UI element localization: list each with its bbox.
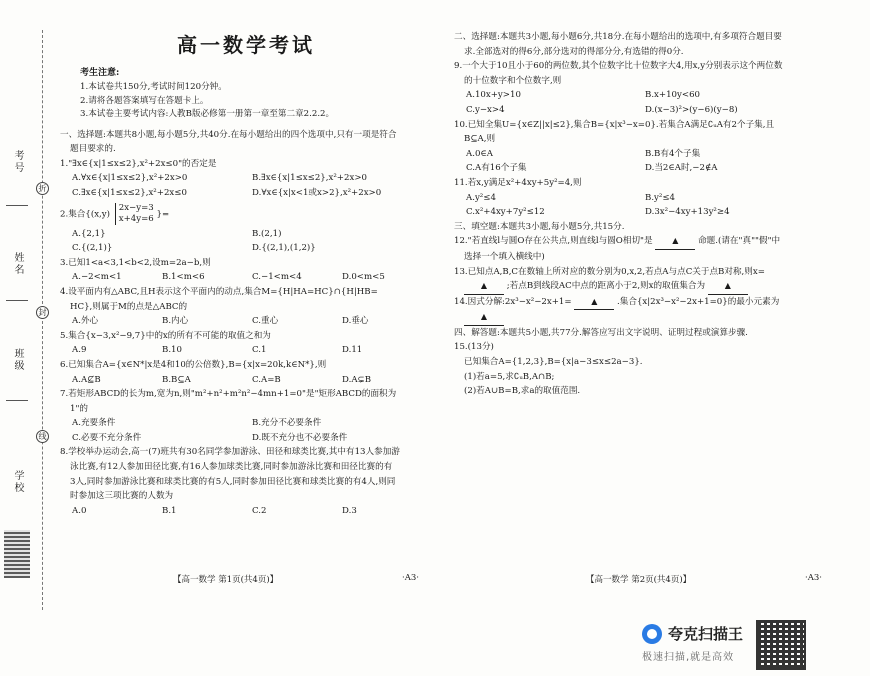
- scanner-watermark: [640, 620, 820, 670]
- notice-item: 1.本试卷共150分,考试时间120分钟。: [80, 82, 227, 93]
- option-d: D.当2∈A时,−2∉A: [645, 163, 718, 174]
- margin-underline: [6, 205, 28, 206]
- question-12-cont: 选择一个填入横线中): [464, 251, 545, 262]
- option-b: B.B有4个子集: [645, 148, 701, 159]
- question-11: 11.若x,y满足x²+4xy+5y²=4,则: [454, 177, 582, 188]
- question-15-line: (2)若A∪B=B,求a的取值范围.: [464, 386, 581, 397]
- equation-system: [115, 203, 154, 225]
- option-b: B.B⊆A: [162, 374, 191, 385]
- fold-mark: 折: [36, 182, 49, 195]
- question-7: 7.若矩形ABCD的长为m,宽为n,则"m²+n²+m²n²−4mn+1=0"是"矩形ABCD的面积为: [60, 389, 397, 400]
- qr-code-icon: [756, 620, 806, 670]
- exam-title: 高一数学考试: [177, 33, 315, 57]
- question-12-stem-end: 命题.(请在"真""假"中: [698, 236, 781, 247]
- option-b: B.y²≤4: [645, 192, 676, 203]
- question-14-cont: [454, 310, 824, 326]
- barcode-stamp: [4, 530, 30, 578]
- question-8-options: [60, 504, 432, 519]
- question-10: 10.已知全集U={x∈Z||x|≤2},集合B={x|x³−x=0}.若集合A满足∁ᵤA有2个子集,且: [454, 119, 775, 130]
- option-d: D.0<m<5: [342, 272, 385, 283]
- question-14: [454, 295, 824, 311]
- question-5: 5.集合{x−3,x²−9,7}中的x的所有不可能的取值之和为: [60, 330, 271, 341]
- page-2: [454, 30, 824, 399]
- option-c: C.{(2,1)}: [72, 243, 113, 254]
- question-8-cont: 时参加这三项比赛的人数为: [70, 491, 174, 502]
- binding-margin: [0, 0, 52, 676]
- section-3-heading: 三、填空题:本题共3小题,每小题5分,共15分.: [454, 221, 625, 232]
- option-c: C.A=B: [252, 374, 281, 385]
- notice-heading: 考生注意:: [80, 67, 120, 78]
- question-3-options: [60, 270, 432, 285]
- question-13-stem-end: ;若点B到线段AC中点的距离小于2,则x的取值集合为: [506, 281, 706, 292]
- margin-label-name: 姓名: [12, 252, 23, 276]
- option-b: B.x+10y<60: [645, 90, 701, 101]
- question-11-options: [454, 191, 824, 220]
- option-d: D.3: [342, 505, 357, 516]
- section-4-heading: 四、解答题:本题共5小题,共77分.解答应写出文字说明、证明过程或演算步骤.: [454, 327, 748, 338]
- option-a: A.A⊈B: [72, 374, 101, 385]
- question-2-stem: 2.集合{(x,y): [60, 209, 110, 220]
- question-8: 8.学校举办运动会,高一(7)班共有30名同学参加游泳、田径和球类比赛,其中有13人参加游: [60, 447, 400, 458]
- option-d: D.{(2,1),(1,2)}: [252, 243, 316, 254]
- option-b: B.1: [162, 505, 177, 516]
- question-9-cont: 的十位数字和个位数字,则: [464, 75, 562, 86]
- question-5-options: [60, 343, 432, 358]
- question-6: 6.已知集合A={x∈N*|x是4和10的公倍数},B={x|x=20k,k∈N*},则: [60, 359, 327, 370]
- brand-name: 夸克扫描王: [668, 625, 744, 643]
- option-a: A.∀x∈{x|1≤x≤2},x²+2x>0: [72, 173, 188, 184]
- option-c: C.−1<m<4: [252, 272, 302, 283]
- question-2: [60, 203, 432, 225]
- question-10-options: [454, 147, 824, 176]
- blank-marker: ▲: [724, 281, 731, 291]
- question-8-cont: 泳比赛,有12人参加田径比赛,有16人参加球类比赛,同时参加游泳比赛和田径比赛的有: [70, 462, 393, 473]
- section-2-heading-cont: 求.全部选对的得6分,部分选对的得部分分,有选错的得0分.: [464, 46, 684, 57]
- page-2-footer: 【高一数学 第2页(共4页)】: [586, 575, 692, 585]
- cut-line: [42, 30, 43, 610]
- question-7-options: [60, 416, 432, 445]
- brand-slogan: 极速扫描,就是高效: [642, 652, 735, 663]
- section-2-heading: 二、选择题:本题共3小题,每小题6分,共18分.在每小题给出的选项中,有多项符合题目要: [454, 32, 782, 42]
- option-c: C.2: [252, 505, 267, 516]
- option-a: A.y²≤4: [466, 192, 496, 203]
- margin-label-school: 学校: [12, 470, 23, 494]
- question-15-line: 已知集合A={1,2,3},B={x|a−3≤x≤2a−3}.: [464, 357, 643, 368]
- margin-underline: [6, 300, 28, 301]
- question-14-stem: 14.因式分解:2x³−x²−2x+1=: [454, 296, 572, 307]
- equation-2: x+4y=6: [118, 213, 154, 224]
- option-c: C.A有16个子集: [466, 163, 527, 174]
- page-1-code: ·A3·: [402, 573, 419, 583]
- option-d: D.垂心: [342, 316, 369, 327]
- section-1-heading-cont: 题目要求的.: [70, 144, 116, 155]
- option-b: B.10: [162, 345, 182, 356]
- question-7-cont: 1"的: [70, 403, 89, 414]
- blank-marker: ▲: [591, 296, 598, 306]
- option-d: D.11: [342, 345, 363, 356]
- option-a: A.9: [72, 345, 87, 356]
- option-a: A.0: [72, 505, 87, 516]
- option-d: D.(x−3)²>(y−6)(y−8): [645, 104, 738, 115]
- option-a: A.{2,1}: [72, 228, 106, 239]
- answer-blank: [464, 279, 504, 295]
- page-1-footer: 【高一数学 第1页(共4页)】: [173, 575, 279, 585]
- section-1-heading: 一、选择题:本题共8小题,每小题5分,共40分.在每小题给出的四个选项中,只有一项是符合: [60, 129, 397, 140]
- question-14-stem-end: .集合{x|2x³−x²−2x+1=0}的最小元素为: [617, 296, 780, 307]
- equation-1: 2x−y=3: [118, 202, 154, 213]
- answer-blank: [655, 234, 695, 250]
- question-4-options: [60, 314, 432, 329]
- question-9-options: [454, 88, 824, 117]
- question-13: 13.已知点A,B,C在数轴上所对应的数分别为0,x,2,若点A与点C关于点B对称,则x=: [454, 266, 765, 277]
- option-c: C.必要不充分条件: [72, 432, 142, 443]
- option-b: B.(2,1): [252, 228, 282, 239]
- question-4: 4.设平面内有△ABC,且H表示这个平面内的动点,集合M={H|HA=HC}∩{H|HB=: [60, 286, 378, 297]
- question-12: [454, 234, 824, 250]
- question-12-stem: 12."若直线l与圆O存在公共点,则直线l与圆O相切"是: [454, 236, 653, 247]
- option-b: B.充分不必要条件: [252, 418, 322, 429]
- option-c: C.1: [252, 345, 267, 356]
- line-mark: 线: [36, 430, 49, 443]
- option-d: D.∀x∈{x|x<1或x>2},x²+2x>0: [252, 187, 382, 198]
- option-c: C.y−x>4: [466, 104, 505, 115]
- question-6-options: [60, 373, 432, 388]
- option-b: B.1<m<6: [162, 272, 205, 283]
- option-a: A.充要条件: [72, 418, 116, 429]
- option-d: D.既不充分也不必要条件: [252, 432, 348, 443]
- margin-label-class: 班级: [12, 348, 23, 372]
- question-2-options: [60, 227, 432, 256]
- option-c: C.∃x∈{x|1≤x≤2},x²+2x≤0: [72, 187, 187, 198]
- question-9: 9.一个大于10且小于60的两位数,其个位数字比十位数字大4,用x,y分别表示这个两位数: [454, 61, 783, 72]
- blank-marker: ▲: [480, 312, 488, 322]
- blank-marker: ▲: [480, 281, 488, 291]
- option-b: B.∃x∈{x|1≤x≤2},x²+2x>0: [252, 173, 367, 184]
- notice-item: 2.请将各题答案填写在答题卡上。: [80, 95, 209, 106]
- answer-blank: [464, 310, 504, 326]
- margin-underline: [6, 400, 28, 401]
- answer-blank: [574, 295, 614, 311]
- option-a: A.10x+y>10: [466, 90, 521, 101]
- margin-label-exam-no: 考号: [12, 150, 23, 174]
- option-c: C.x²+4xy+7y²≤12: [466, 207, 545, 218]
- option-a: A.0∈A: [466, 148, 493, 159]
- notice-box: [80, 67, 432, 122]
- option-b: B.内心: [162, 316, 189, 327]
- seal-mark: 封: [36, 306, 49, 319]
- question-10-cont: B⊆A,则: [464, 134, 496, 145]
- question-4-cont: HC},则属于M的点是△ABC的: [70, 301, 188, 312]
- quark-logo-icon: [642, 624, 662, 644]
- option-c: C.重心: [252, 316, 279, 327]
- question-1: 1."∃x∈{x|1≤x≤2},x²+2x≤0"的否定是: [60, 158, 217, 169]
- notice-item: 3.本试卷主要考试内容:人教B版必修第一册第一章至第二章2.2.2。: [80, 109, 335, 120]
- question-15-head: 15.(13分): [454, 342, 494, 353]
- question-2-stem-end: }=: [156, 209, 170, 220]
- option-d: D.3x²−4xy+13y²≥4: [645, 207, 730, 218]
- answer-blank: [708, 279, 748, 295]
- question-13-cont: [454, 279, 824, 295]
- option-a: A.−2<m<1: [72, 272, 122, 283]
- question-15-line: (1)若a=5,求∁ᵤB,A∩B;: [464, 371, 555, 382]
- blank-marker: ▲: [672, 236, 679, 246]
- page-1: [60, 30, 432, 518]
- option-a: A.外心: [72, 316, 99, 327]
- question-1-options: [60, 171, 432, 200]
- option-d: D.A⊊B: [342, 374, 372, 385]
- question-3: 3.已知1<a<3,1<b<2,设m=2a−b,则: [60, 257, 211, 268]
- question-8-cont: 3人,同时参加游泳比赛和球类比赛的有5人,同时参加田径比赛和球类比赛的有4人,则同: [70, 476, 396, 487]
- page-2-code: ·A3·: [805, 573, 822, 583]
